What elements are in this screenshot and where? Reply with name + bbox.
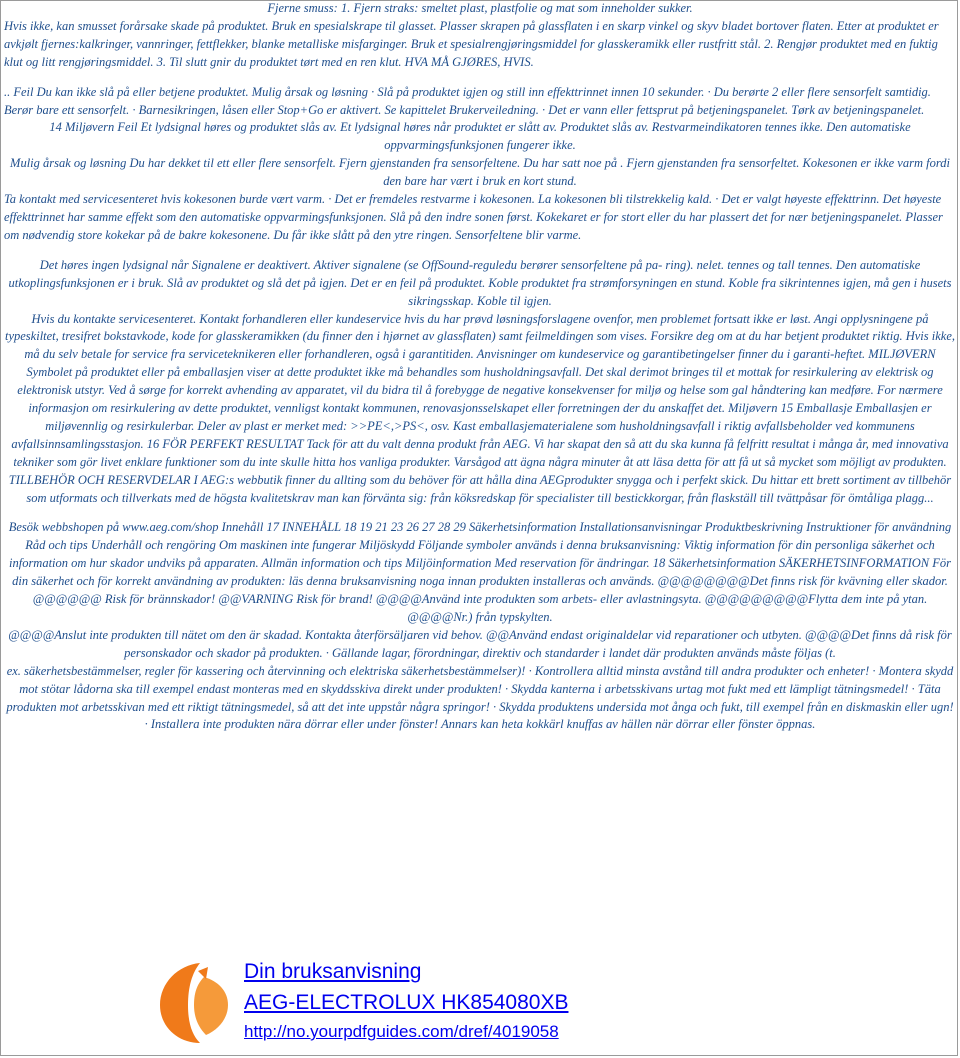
paragraph: Fjerne smuss: 1. Fjern straks: smeltet plast, plastfolie og mat som inneholder sukker.: [267, 1, 693, 15]
paragraph: Ta kontakt med servicesenteret hvis kokesonen burde vært varm. · Det er fremdeles restvarme i kokesonen. La kokesonen bli tilstrekkelig kald. · Det er valgt høyeste effekttrinn. Det høyeste effekttrinnet har samme effekt som den automatiske oppvarmingsfunksjonen. Slå på den indre sonen først. Kokekaret er for stort eller du har plassert det for nær betjeningspanelet. Plasser om nødvendig store kokekar på de bakre kokesonene. Du får ikke slått på den ytre ringen. Sensorfeltene blir varme.: [4, 192, 943, 242]
document-body: [4, 0, 956, 734]
paragraph: Hvis ikke, kan smusset forårsake skade på produktet. Bruk en spesialskrape til glasset. Plasser skrapen på glassflaten i en skarp vinkel og skyv bladet bortover flaten. Etter at produktet er avkjølt fjernes:kalkringer, vannringer, fettflekker, blanke metalliske misfarginger. Bruk et spesialrengjøringsmiddel for glasskeramikk eller rustfritt stål. 2. Rengjør produktet med en fuktig klut og litt rengjøringsmiddel. 3. Til slutt gnir du produktet tørt med en ren klut. HVA MÅ GJØRES, HVIS.: [4, 18, 939, 69]
paragraph: Besök webbshopen på www.aeg.com/shop Innehåll 17 INNEHÅLL 18 19 21 23 26 27 28 29 Säkerhetsinformation Installationsanvisningar Produktbeskrivning Instruktioner för användning Råd och tips Underhåll och rengöring Om maskinen inte fungerar Miljöskydd Följande symboler används i denna bruksanvisning: Viktig information för din personliga säkerhet och information om hur skador undviks på apparaten. Allmän information och tips Miljöinformation Med reservation för ändringar. 18 Säkerhetsinformation SÄKERHETSINFORMATION För din säkerhet och för korrekt användning av produkten: läs denna bruksanvisning noga innan produkten installeras och används. @@@@@@@@Det finns risk för kvävning eller skador. @@@@@@ Risk för brännskador! @@VARNING Risk för brand! @@@@Använd inte produkten som arbets- eller avlastningsyta. @@@@@@@@@Flytta dem inte på ytan. @@@@Nr.) från typskylten.: [8, 520, 952, 624]
paragraph: Det høres ingen lydsignal når Signalene er deaktivert. Aktiver signalene (se OffSound-reguledu berører sensorfeltene på pa- ring). nelet. tennes og tall tennes. Den automatiske utkoplingsfunksjonen er i bruk. Slå av produktet og slå det på igjen. Det er en feil på produktet. Koble produktet fra strømforsyningen en stund. Koble fra sikrintennes igjen, må gen i husets sikringsskap. Koble til igjen.: [8, 257, 952, 308]
manual-title-link[interactable]: Din bruksanvisning: [244, 960, 422, 983]
paragraph: ex. säkerhetsbestämmelser, regler för kassering och återvinning och elektriska säkerhetsbestämmelser)! · Kontrollera alltid minsta avstånd till andra produkter och enheter! · Montera skydd mot stötar lådorna ska till exempel endast monteras med en skyddsskiva direkt under produkten! · Skydda kanterna i arbetsskivans urtag mot fukt med ett lämpligt tätningsmedel! · Täta produkten mot arbetsskivan med ett riktigt tätningsmedel, så att det inte uppstår några springor! · Skydda produktens undersida mot ånga och fukt, till exempel från en diskmaskin eller ugn! · Installera inte produkten nära dörrar eller under fönster! Annars kan heta kokkärl knuffas av hällen när dörrar eller fönster öppnas.: [6, 663, 954, 732]
pdf-guides-logo-icon: [148, 957, 236, 1047]
manual-url-link[interactable]: http://no.yourpdfguides.com/dref/4019058: [244, 1022, 559, 1041]
paragraph: Mulig årsak og løsning Du har dekket til ett eller flere sensorfelt. Fjern gjenstanden fra sensorfeltene. Du har satt noe på . Fjern gjenstanden fra sensorfeltet. Kokesonen er ikke varm fordi den bare har vært i bruk en kort stund.: [10, 156, 950, 189]
pdf-guides-footer: [148, 955, 808, 1051]
paragraph: .. Feil Du kan ikke slå på eller betjene produktet. Mulig årsak og løsning · Slå på produktet igjen og still inn effekttrinnet innen 10 sekunder. · Du berørte 2 eller flere sensorfelt samtidig. Berør bare ett sensorfelt. · Barnesikringen, låsen eller Stop+Go er aktivert. Se kapittelet Brukerveiledning. · Det er vann eller fettsprut på betjeningspanelet. Tørk av betjeningspanelet.: [4, 84, 931, 117]
product-model-link[interactable]: AEG-ELECTROLUX HK854080XB: [244, 991, 569, 1014]
paragraph: @@@@Anslut inte produkten till nätet om den är skadad. Kontakta återförsäljaren vid behov. @@Använd endast originaldelar vid reparationer och utbyten. @@@@Det finns då risk för personskador och skador på produkten. · Gällande lagar, förordningar, direktiv och standarder i landet där produkten används måste följas (t.: [8, 627, 952, 660]
paragraph: Hvis du kontakte servicesenteret. Kontakt forhandleren eller kundeservice hvis du har prøvd løsningsforslagene ovenfor, men problemet fortsatt ikke er løst. Angi opplysningene på typeskiltet, tresifret bokstavkode, kode for glasskeramikken (du finner den i hjørnet av glassflaten) samt feilmeldingen som vises. Forsikre deg om at du har betjent produktet riktig. Hvis ikke, må du selv betale for service fra serviceteknikeren eller forhandleren, også i garantitiden. Anvisninger om kundeservice og garantibetingelser finner du i garanti-heftet. MILJØVERN Symbolet på produktet eller på emballasjen viser at dette produktet ikke må behandles som husholdningsavfall. Det skal derimot bringes til et mottak for resirkulering av elektrisk og elektronisk utstyr. Ved å sørge for korrekt avhending av apparatet, vil du bidra til å forebygge de negative konsekvenser for miljø og helse som gal håndtering kan medføre. For nærmere informasjon om resirkulering av dette produktet, vennligst kontakt kommunen, renovasjonsselskapet eller forretningen der du anskaffet det. Miljøvern 15 Emballasje Emballasjen er miljøvennlig og resirkulerbar. Deler av plast er merket med: >>PE<,>PS<, osv. Kast emballasjematerialene som husholdningsavfall i riktig avfallsbeholder ved kommunens avfallsinnsamlingsstasjon. 16 FÖR PERFEKT RESULTAT Tack för att du valt denna produkt från AEG. Vi har skapat den så att du ska kunna få felfritt resultat i många år, med innovativa tekniker som gör livet enklare funktioner som du inte skulle hitta hos vanliga produkter. Varsågod att ägna några minuter åt att läsa detta för att få ut så mycket som möjligt av produkten. TILLBEHÖR OCH RESERVDELAR I AEG:s webbutik finner du allting som du behöver för att hålla dina AEGprodukter snygga och i perfekt skick. Du hittar ett brett sortiment av tillbehör som utformats och tillverkats med de högsta kvalitetskrav man kan förvänta sig: från köksredskap för specialister till bestickkorgar, från flaskställ till tvättpåsar för ömtåliga plagg...: [4, 311, 956, 505]
paragraph: 14 Miljøvern Feil Et lydsignal høres og produktet slås av. Et lydsignal høres når produktet er slått av. Produktet slås av. Restvarmeindikatoren tennes ikke. Den automatiske oppvarmingsfunksjonen fungerer ikke.: [49, 120, 911, 153]
